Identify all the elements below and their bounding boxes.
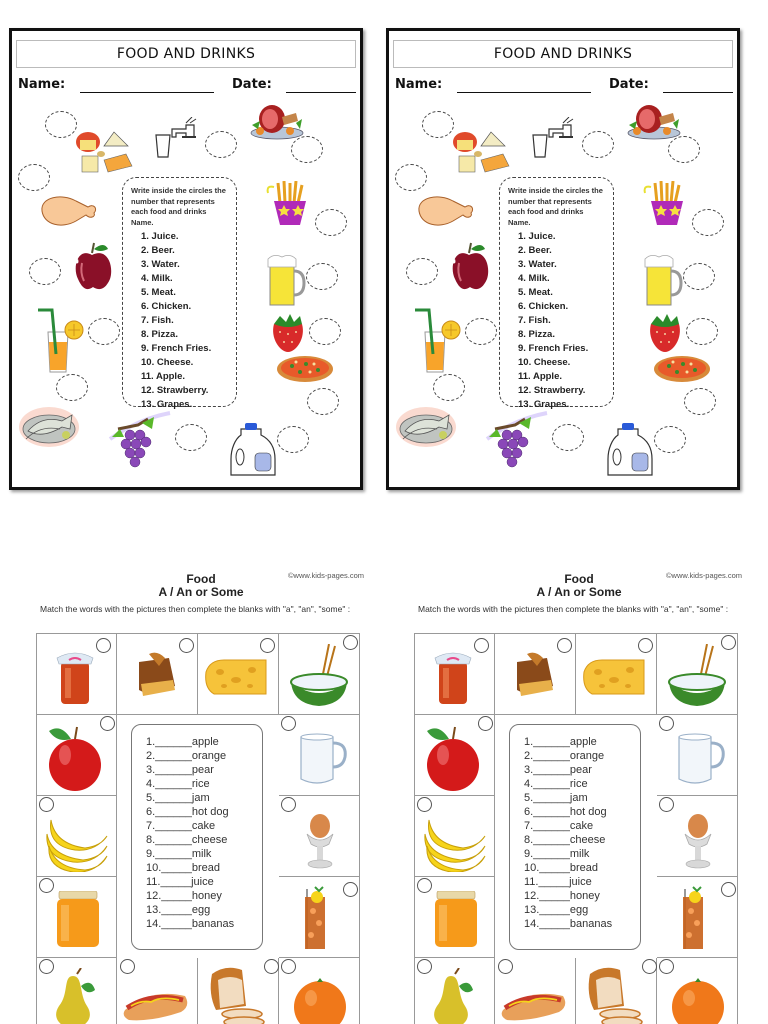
match-circle[interactable]: [281, 716, 296, 731]
chicken-picture: [36, 191, 98, 231]
answer-circle[interactable]: [422, 111, 454, 138]
worksheet-subtitle: A / An or Some: [158, 585, 244, 599]
beer-picture: [266, 253, 306, 309]
answer-circle[interactable]: [175, 424, 207, 451]
match-circle[interactable]: [96, 638, 111, 653]
worksheet-a-an-some-left: [36, 568, 366, 1024]
date-field[interactable]: [286, 92, 356, 93]
list-item: 7.______cake: [524, 820, 594, 832]
ham-picture: [250, 101, 304, 141]
match-circle[interactable]: [498, 959, 513, 974]
grid-cell-hot-dog: [117, 958, 198, 1024]
cheese-picture: [74, 126, 136, 174]
list-item: 1. Juice.: [518, 231, 556, 242]
match-circle[interactable]: [39, 797, 54, 812]
list-item: 10._____bread: [524, 862, 599, 874]
grid-cell-juice: [279, 877, 360, 958]
picture-grid: [414, 633, 738, 1024]
list-item: 9.______milk: [146, 848, 212, 860]
list-item: 12. Strawberry.: [518, 385, 586, 396]
bananas-picture: [423, 816, 489, 872]
orange-picture: [669, 976, 727, 1024]
worksheet-food-drinks-left: [9, 28, 363, 490]
answer-circle[interactable]: [552, 424, 584, 451]
match-circle[interactable]: [343, 882, 358, 897]
grid-cell-jam: [414, 634, 495, 715]
list-item: 12._____honey: [524, 890, 600, 902]
list-item: 5. Meat.: [518, 287, 553, 298]
answer-circle[interactable]: [395, 164, 427, 191]
list-item: 5.______jam: [524, 792, 588, 804]
list-item: 11._____juice: [146, 876, 214, 888]
match-circle[interactable]: [417, 878, 432, 893]
name-date-row: [18, 77, 358, 97]
grid-cell-jam: [36, 634, 117, 715]
list-item: 4. Milk.: [518, 273, 550, 284]
match-circle[interactable]: [179, 638, 194, 653]
grid-cell-egg: [657, 796, 738, 877]
list-item: 3. Water.: [518, 259, 557, 270]
water-tap-glass-picture: [529, 117, 583, 161]
grid-cell-rice: [279, 634, 360, 715]
match-circle[interactable]: [638, 638, 653, 653]
list-item: 12._____honey: [146, 890, 222, 902]
water-tap-glass-picture: [152, 117, 206, 161]
french-fries-picture: [643, 181, 689, 227]
grid-cell-cake: [117, 634, 198, 715]
grid-cell-egg: [279, 796, 360, 877]
copyright-text: ©www.kids-pages.com: [666, 571, 742, 580]
answer-circle[interactable]: [582, 131, 614, 158]
pizza-picture: [653, 354, 711, 384]
list-item: 12. Strawberry.: [141, 385, 209, 396]
match-circle[interactable]: [659, 797, 674, 812]
rice-picture: [667, 644, 727, 708]
match-circle[interactable]: [642, 959, 657, 974]
list-item: 8. Pizza.: [141, 329, 178, 340]
list-item: 6.______hot dog: [146, 806, 229, 818]
worksheet-title: FOOD AND DRINKS: [393, 40, 733, 68]
rice-picture: [289, 644, 349, 708]
apple-picture: [45, 723, 105, 793]
worksheet-subtitle: A / An or Some: [536, 585, 622, 599]
instructions-text: Match the words with the pictures then complete the blanks with "a", "an", "some" :: [418, 604, 729, 614]
name-field[interactable]: [80, 92, 214, 93]
answer-circle[interactable]: [56, 374, 88, 401]
grid-cell-milk: [279, 715, 360, 796]
answer-circle[interactable]: [654, 426, 686, 453]
pear-picture: [429, 968, 479, 1024]
juice-picture: [679, 883, 709, 951]
list-item: 10._____bread: [146, 862, 221, 874]
date-field[interactable]: [663, 92, 733, 93]
match-circle[interactable]: [659, 716, 674, 731]
worksheet-title: Food: [186, 572, 216, 586]
grid-cell-orange: [279, 958, 360, 1024]
milk-picture: [675, 731, 727, 787]
grid-cell-bananas: [414, 796, 495, 877]
list-item: 11. Apple.: [518, 371, 562, 382]
jam-picture: [433, 646, 473, 708]
list-item: 13._____egg: [524, 904, 589, 916]
grid-cell-cheese: [198, 634, 279, 715]
pear-picture: [51, 968, 101, 1024]
answer-circle[interactable]: [88, 318, 120, 345]
list-item: 13._____egg: [146, 904, 211, 916]
list-item: 11._____juice: [524, 876, 592, 888]
instructions-box: [122, 177, 237, 410]
list-item: 9. French Fries.: [518, 343, 589, 354]
instructions-box: [499, 177, 614, 410]
list-item: 10. Cheese.: [141, 357, 194, 368]
worksheet-a-an-some-right: [414, 568, 744, 1024]
answer-circle[interactable]: [465, 318, 497, 345]
match-circle[interactable]: [281, 959, 296, 974]
list-item: 13. Grapes.: [518, 399, 570, 410]
cheese-picture: [451, 126, 513, 174]
list-item: 2. Beer.: [518, 245, 552, 256]
grid-cell-rice: [657, 634, 738, 715]
list-item: 2.______orange: [146, 750, 227, 762]
list-item: 5. Meat.: [141, 287, 176, 298]
list-item: 2.______orange: [524, 750, 605, 762]
answer-circle[interactable]: [406, 258, 438, 285]
answer-circle[interactable]: [29, 258, 61, 285]
instructions-text: Write inside the circles the number that represents each food and drinks Name.: [131, 186, 226, 227]
honey-picture: [55, 891, 101, 949]
answer-circle[interactable]: [306, 263, 338, 290]
list-item: 8.______cheese: [146, 834, 228, 846]
chicken-picture: [413, 191, 475, 231]
name-field[interactable]: [457, 92, 591, 93]
french-fries-picture: [266, 181, 312, 227]
egg-picture: [683, 814, 713, 870]
milk-jug-picture: [604, 421, 654, 477]
list-item: 9.______milk: [524, 848, 590, 860]
apple-picture: [423, 723, 483, 793]
worksheet-title: FOOD AND DRINKS: [16, 40, 356, 68]
list-item: 10. Cheese.: [518, 357, 571, 368]
list-item: 8. Pizza.: [518, 329, 555, 340]
list-item: 13. Grapes.: [141, 399, 193, 410]
grid-cell-honey: [414, 877, 495, 958]
orange-picture: [291, 976, 349, 1024]
list-item: 6.______hot dog: [524, 806, 607, 818]
answer-circle[interactable]: [18, 164, 50, 191]
list-item: 14._____bananas: [524, 918, 613, 930]
list-item: 6. Chicken.: [141, 301, 192, 312]
list-item: 9. French Fries.: [141, 343, 212, 354]
picture-grid: [36, 633, 360, 1024]
grid-cell-apple: [414, 715, 495, 796]
grid-cell-pear: [414, 958, 495, 1024]
grid-cell-honey: [36, 877, 117, 958]
grid-cell-juice: [657, 877, 738, 958]
ham-picture: [627, 101, 681, 141]
strawberry-picture: [647, 314, 685, 354]
match-circle[interactable]: [264, 959, 279, 974]
list-item: 4.______rice: [524, 778, 588, 790]
list-item: 7. Fish.: [518, 315, 551, 326]
grid-cell-hot-dog: [495, 958, 576, 1024]
apple-picture: [449, 241, 491, 293]
jam-picture: [55, 646, 95, 708]
answer-circle[interactable]: [277, 426, 309, 453]
pizza-picture: [276, 354, 334, 384]
worksheet-title: Food: [564, 572, 594, 586]
instructions-text: Match the words with the pictures then complete the blanks with "a", "an", "some" :: [40, 604, 351, 614]
bananas-picture: [45, 816, 111, 872]
apple-picture: [72, 241, 114, 293]
list-item: 1. Juice.: [141, 231, 179, 242]
list-item: 2. Beer.: [141, 245, 175, 256]
list-item: 1.______apple: [146, 736, 219, 748]
date-label: Date:: [609, 77, 649, 92]
grid-cell-orange: [657, 958, 738, 1024]
answer-circle[interactable]: [45, 111, 77, 138]
grid-cell-milk: [657, 715, 738, 796]
instructions-text: Write inside the circles the number that represents each food and drinks Name.: [508, 186, 603, 227]
list-item: 11. Apple.: [141, 371, 185, 382]
fish-picture: [18, 403, 80, 451]
juice-picture: [301, 883, 331, 951]
milk-jug-picture: [227, 421, 277, 477]
hot-dog-picture: [121, 988, 191, 1024]
list-item: 7.______cake: [146, 820, 216, 832]
list-item: 8.______cheese: [524, 834, 606, 846]
list-item: 3.______pear: [524, 764, 592, 776]
egg-picture: [305, 814, 335, 870]
grid-cell-bread: [576, 958, 657, 1024]
answer-circle[interactable]: [307, 388, 339, 415]
strawberry-picture: [270, 314, 308, 354]
match-circle[interactable]: [417, 797, 432, 812]
fish-picture: [395, 403, 457, 451]
match-circle[interactable]: [557, 638, 572, 653]
list-item: 6. Chicken.: [518, 301, 569, 312]
cake-picture: [513, 652, 557, 702]
honey-picture: [433, 891, 479, 949]
cheese-picture: [582, 658, 646, 698]
answer-circle[interactable]: [205, 131, 237, 158]
name-label: Name:: [395, 77, 443, 92]
answer-circle[interactable]: [692, 209, 724, 236]
juice-picture: [34, 306, 84, 376]
answer-circle[interactable]: [684, 388, 716, 415]
date-label: Date:: [232, 77, 272, 92]
match-circle[interactable]: [281, 797, 296, 812]
list-item: 4. Milk.: [141, 273, 173, 284]
answer-circle[interactable]: [686, 318, 718, 345]
grid-cell-cake: [495, 634, 576, 715]
answer-list-box: [509, 724, 641, 950]
list-item: 5.______jam: [146, 792, 210, 804]
list-item: 3.______pear: [146, 764, 214, 776]
cheese-picture: [204, 658, 268, 698]
bread-picture: [584, 964, 644, 1024]
worksheet-food-drinks-right: [386, 28, 740, 490]
list-item: 7. Fish.: [141, 315, 174, 326]
milk-picture: [297, 731, 349, 787]
juice-picture: [411, 306, 461, 376]
match-circle[interactable]: [39, 878, 54, 893]
list-item: 4.______rice: [146, 778, 210, 790]
answer-list: [146, 735, 262, 931]
grapes-picture: [108, 409, 174, 471]
match-circle[interactable]: [721, 882, 736, 897]
answer-circle[interactable]: [309, 318, 341, 345]
cake-picture: [135, 652, 179, 702]
answer-circle[interactable]: [683, 263, 715, 290]
bread-picture: [206, 964, 266, 1024]
answer-circle[interactable]: [315, 209, 347, 236]
name-label: Name:: [18, 77, 66, 92]
food-list: [508, 230, 607, 412]
name-date-row: [395, 77, 735, 97]
grid-cell-pear: [36, 958, 117, 1024]
copyright-text: ©www.kids-pages.com: [288, 571, 364, 580]
grid-cell-cheese: [576, 634, 657, 715]
list-item: 14._____bananas: [146, 918, 235, 930]
answer-circle[interactable]: [433, 374, 465, 401]
match-circle[interactable]: [474, 638, 489, 653]
food-list: [131, 230, 230, 412]
grid-cell-apple: [36, 715, 117, 796]
match-circle[interactable]: [260, 638, 275, 653]
answer-list-box: [131, 724, 263, 950]
list-item: 1.______apple: [524, 736, 597, 748]
match-circle[interactable]: [120, 959, 135, 974]
match-circle[interactable]: [659, 959, 674, 974]
beer-picture: [643, 253, 683, 309]
grid-cell-bread: [198, 958, 279, 1024]
list-item: 3. Water.: [141, 259, 180, 270]
answer-list: [524, 735, 640, 931]
grid-cell-bananas: [36, 796, 117, 877]
hot-dog-picture: [499, 988, 569, 1024]
grapes-picture: [485, 409, 551, 471]
